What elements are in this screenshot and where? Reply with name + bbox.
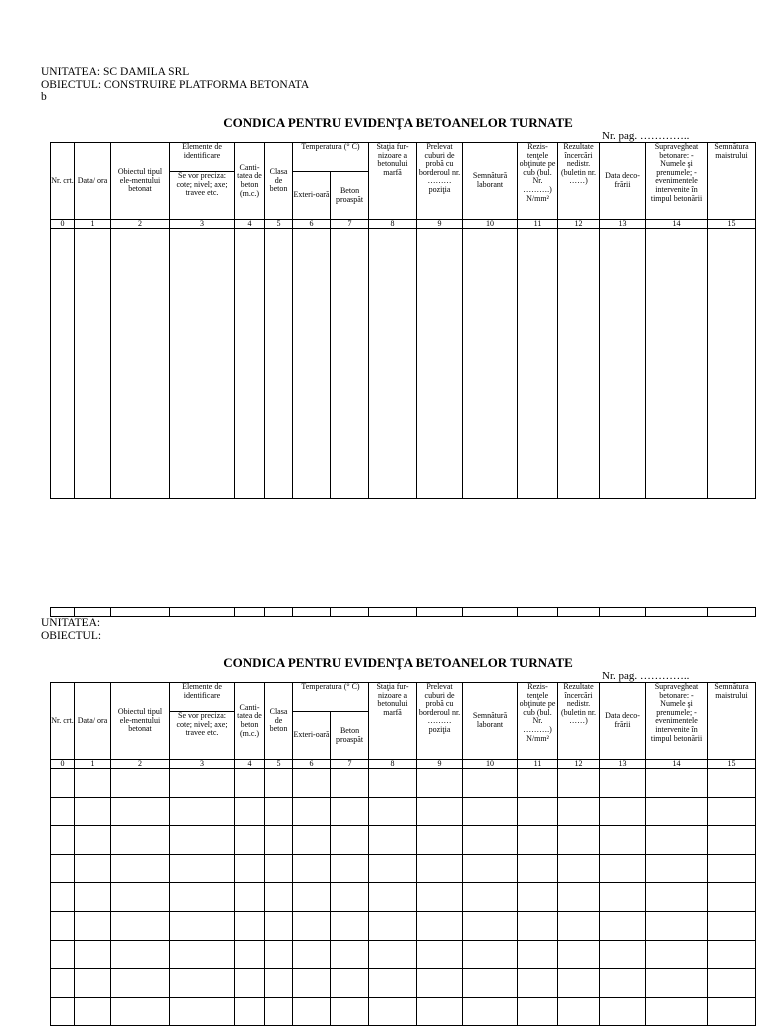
table-cell xyxy=(600,911,646,940)
table-cell xyxy=(265,797,293,826)
column-number: 11 xyxy=(518,760,558,769)
column-number: 10 xyxy=(463,220,518,229)
table-cell xyxy=(265,940,293,969)
table-cell xyxy=(170,969,235,998)
column-number: 9 xyxy=(417,220,463,229)
table-cell xyxy=(463,997,518,1026)
table-cell xyxy=(51,797,75,826)
table-row xyxy=(51,769,756,798)
table-cell xyxy=(708,769,756,798)
col-header-nr-crt: Nr. crt. xyxy=(51,143,75,220)
col-header-supravegheat: Supravegheat betonare: - Numele şi prenumele; - evenimentele intervenite în timpul betonării xyxy=(646,143,708,220)
table-cell xyxy=(75,797,111,826)
table-cell xyxy=(518,797,558,826)
table-cell xyxy=(75,911,111,940)
column-number: 4 xyxy=(235,760,265,769)
table-cell xyxy=(235,797,265,826)
table-cell xyxy=(708,969,756,998)
table-cell xyxy=(331,229,369,499)
table-cell xyxy=(265,969,293,998)
table-cell xyxy=(417,911,463,940)
table-cell xyxy=(111,854,170,883)
table-cell xyxy=(417,940,463,969)
table-cell xyxy=(293,797,331,826)
table-cell xyxy=(463,769,518,798)
column-number-row xyxy=(51,760,756,769)
col-header-rezistente: Rezis-tenţele obţinute pe cub (bul. Nr. ……….) N/mm² xyxy=(518,143,558,220)
table-cell xyxy=(235,826,265,855)
table-cell xyxy=(646,883,708,912)
col-header-cantitatea: Canti-tatea de beton (m.c.) xyxy=(235,683,265,760)
table-cell xyxy=(417,854,463,883)
column-number: 1 xyxy=(75,760,111,769)
table-cell xyxy=(417,229,463,499)
table-cell xyxy=(75,997,111,1026)
table-cell xyxy=(170,997,235,1026)
table-cell xyxy=(170,797,235,826)
table-cell xyxy=(235,769,265,798)
col-header-obiectul: Obiectul tipul ele-mentului betonat xyxy=(111,143,170,220)
column-number: 8 xyxy=(369,220,417,229)
table-cell xyxy=(170,911,235,940)
table-cell xyxy=(369,911,417,940)
extra-line: b xyxy=(41,91,47,103)
table-cell xyxy=(463,911,518,940)
table-row xyxy=(51,883,756,912)
column-number: 5 xyxy=(265,220,293,229)
table-cell xyxy=(417,826,463,855)
table-cell xyxy=(235,997,265,1026)
column-number: 10 xyxy=(463,760,518,769)
table-cell xyxy=(170,826,235,855)
table-cell xyxy=(600,769,646,798)
table-cell xyxy=(51,997,75,1026)
table-cell xyxy=(111,997,170,1026)
col-header-elemente: Elemente de identificare xyxy=(170,143,235,172)
unit-line: UNITATEA: SC DAMILA SRL xyxy=(41,66,190,78)
column-number: 11 xyxy=(518,220,558,229)
table-cell xyxy=(518,229,558,499)
table-cell xyxy=(75,229,111,499)
table-cell xyxy=(265,854,293,883)
column-number-row xyxy=(51,220,756,229)
table-cell xyxy=(463,229,518,499)
table-cell xyxy=(417,969,463,998)
table-cell xyxy=(646,229,708,499)
table-cell xyxy=(708,854,756,883)
table-cell xyxy=(518,911,558,940)
table-cell xyxy=(369,797,417,826)
table-cell xyxy=(170,229,235,499)
table-cell xyxy=(170,854,235,883)
page-number-label: Nr. pag. ………….. xyxy=(602,130,690,142)
table-cell xyxy=(265,769,293,798)
table-cell xyxy=(331,940,369,969)
table-cell xyxy=(235,969,265,998)
table-cell xyxy=(75,854,111,883)
column-number: 12 xyxy=(558,220,600,229)
table-cell xyxy=(708,911,756,940)
column-number: 6 xyxy=(293,220,331,229)
table-cell xyxy=(331,854,369,883)
column-number: 12 xyxy=(558,760,600,769)
table-cell xyxy=(170,940,235,969)
table-cell xyxy=(235,911,265,940)
table-cell xyxy=(111,883,170,912)
column-number: 0 xyxy=(51,760,75,769)
table-cell xyxy=(293,911,331,940)
table-cell xyxy=(646,940,708,969)
table-cell xyxy=(75,883,111,912)
table-cell xyxy=(369,769,417,798)
table-cell xyxy=(558,883,600,912)
table-row xyxy=(51,911,756,940)
table-cell xyxy=(331,969,369,998)
table-cell xyxy=(518,854,558,883)
table-cell xyxy=(293,883,331,912)
table-cell xyxy=(558,854,600,883)
column-number: 13 xyxy=(600,760,646,769)
column-number: 8 xyxy=(369,760,417,769)
header-block-1 xyxy=(41,66,309,104)
table-cell xyxy=(646,826,708,855)
col-header-rezistente: Rezis-tenţele obţinute pe cub (bul. Nr. ……….) N/mm² xyxy=(518,683,558,760)
col-header-semnatura-laborant: Semnătură laborant xyxy=(463,683,518,760)
table-cell xyxy=(170,883,235,912)
table-cell xyxy=(369,826,417,855)
col-header-prelevat: Prelevat cuburi de probă cu borderoul nr. ……… poziţia xyxy=(417,683,463,760)
table-cell xyxy=(51,826,75,855)
table-cell xyxy=(600,229,646,499)
table-cell xyxy=(293,940,331,969)
table-cell xyxy=(111,769,170,798)
column-number: 7 xyxy=(331,220,369,229)
column-number: 14 xyxy=(646,760,708,769)
table-cell xyxy=(558,769,600,798)
page-title: CONDICA PENTRU EVIDENŢA BETOANELOR TURNATE xyxy=(223,115,573,130)
table-cell xyxy=(558,969,600,998)
table-row xyxy=(51,826,756,855)
col-subheader-beton-proaspat: Beton proaspăt xyxy=(331,172,369,220)
col-header-semnatura-maistrului: Semnătura maistrului xyxy=(708,143,756,220)
table-cell xyxy=(265,997,293,1026)
table-cell xyxy=(75,969,111,998)
concrete-log-table xyxy=(50,682,756,1026)
page-number-label: Nr. pag. ………….. xyxy=(602,670,690,682)
table-cell xyxy=(111,826,170,855)
table-cell xyxy=(265,911,293,940)
col-header-prelevat: Prelevat cuburi de probă cu borderoul nr. ……… poziţia xyxy=(417,143,463,220)
table-cell xyxy=(331,826,369,855)
table-cell xyxy=(111,911,170,940)
table-cell xyxy=(646,969,708,998)
table-cell xyxy=(646,854,708,883)
table-cell xyxy=(558,797,600,826)
table-cell xyxy=(463,826,518,855)
table-cell xyxy=(170,769,235,798)
col-subheader-exterioara: Exteri-oară xyxy=(293,712,331,760)
col-header-cantitatea: Canti-tatea de beton (m.c.) xyxy=(235,143,265,220)
table-cell xyxy=(331,797,369,826)
column-number: 3 xyxy=(170,220,235,229)
table-cell xyxy=(600,797,646,826)
table-cell xyxy=(293,769,331,798)
table-cell xyxy=(331,997,369,1026)
table-cell xyxy=(369,940,417,969)
table-cell xyxy=(646,997,708,1026)
col-header-rezultate: Rezultate încercări nedistr. (buletin nr. ……) xyxy=(558,683,600,760)
table-cell xyxy=(111,229,170,499)
table-cell xyxy=(75,940,111,969)
col-header-semnatura-maistrului: Semnătura maistrului xyxy=(708,683,756,760)
col-header-supravegheat: Supravegheat betonare: - Numele şi prenumele; - evenimentele intervenite în timpul betonării xyxy=(646,683,708,760)
column-number: 2 xyxy=(111,760,170,769)
col-header-statia: Staţia fur-nizoare a betonului marfă xyxy=(369,683,417,760)
table-cell xyxy=(369,969,417,998)
col-header-data-decofrarii: Data deco-frării xyxy=(600,683,646,760)
table-row xyxy=(51,229,756,499)
table-cell xyxy=(51,911,75,940)
table-cell xyxy=(518,969,558,998)
table-cell xyxy=(646,769,708,798)
table-cell xyxy=(708,883,756,912)
table-cell xyxy=(235,854,265,883)
col-subheader-elemente: Se vor preciza: cote; nivel; axe; travee etc. xyxy=(170,172,235,220)
col-header-rezultate: Rezultate încercări nedistr. (buletin nr. ……) xyxy=(558,143,600,220)
table-cell xyxy=(708,229,756,499)
table-cell xyxy=(293,854,331,883)
column-number: 7 xyxy=(331,760,369,769)
table-row xyxy=(51,969,756,998)
table-cell xyxy=(518,940,558,969)
table-cell xyxy=(369,854,417,883)
col-header-temperatura: Temperatura (° C) xyxy=(293,683,369,712)
column-number: 15 xyxy=(708,760,756,769)
table-row xyxy=(51,940,756,969)
table-cell xyxy=(111,797,170,826)
column-number: 1 xyxy=(75,220,111,229)
header-row xyxy=(51,683,756,712)
col-header-statia: Staţia fur-nizoare a betonului marfă xyxy=(369,143,417,220)
table-cell xyxy=(293,826,331,855)
table-cell xyxy=(463,940,518,969)
column-number: 13 xyxy=(600,220,646,229)
table-cell xyxy=(293,997,331,1026)
table-cell xyxy=(265,883,293,912)
table-cell xyxy=(600,883,646,912)
table-cell xyxy=(235,229,265,499)
concrete-log-table xyxy=(50,142,756,499)
table-cell xyxy=(111,969,170,998)
table-cell xyxy=(708,826,756,855)
table-row xyxy=(51,997,756,1026)
table-cell xyxy=(51,854,75,883)
table-cell xyxy=(518,769,558,798)
header-row xyxy=(51,143,756,172)
table-cell xyxy=(558,826,600,855)
table-cell xyxy=(558,229,600,499)
column-number: 3 xyxy=(170,760,235,769)
col-header-data-decofrarii: Data deco-frării xyxy=(600,143,646,220)
table-cell xyxy=(51,969,75,998)
table-cell xyxy=(600,826,646,855)
column-number: 2 xyxy=(111,220,170,229)
object-line: OBIECTUL: CONSTRUIRE PLATFORMA BETONATA xyxy=(41,78,310,91)
table-cell xyxy=(708,797,756,826)
column-number: 0 xyxy=(51,220,75,229)
table-cell xyxy=(463,854,518,883)
table-cell xyxy=(518,997,558,1026)
table-cell xyxy=(331,883,369,912)
table-cell xyxy=(463,797,518,826)
table-cell xyxy=(558,911,600,940)
table-cell xyxy=(708,997,756,1026)
table-cell xyxy=(111,940,170,969)
table-row xyxy=(51,854,756,883)
table-cell xyxy=(369,883,417,912)
table-cell xyxy=(51,940,75,969)
col-header-elemente: Elemente de identificare xyxy=(170,683,235,712)
table-cell xyxy=(369,997,417,1026)
col-header-obiectul: Obiectul tipul ele-mentului betonat xyxy=(111,683,170,760)
table-cell xyxy=(75,769,111,798)
table-cell xyxy=(708,940,756,969)
table-cell xyxy=(235,940,265,969)
column-number: 5 xyxy=(265,760,293,769)
table-cell xyxy=(417,797,463,826)
page-title: CONDICA PENTRU EVIDENŢA BETOANELOR TURNATE xyxy=(223,655,573,670)
table-cell xyxy=(600,997,646,1026)
col-header-data-ora: Data/ ora xyxy=(75,683,111,760)
table-cell xyxy=(646,911,708,940)
table-cell xyxy=(417,997,463,1026)
table-cell xyxy=(600,969,646,998)
column-number: 9 xyxy=(417,760,463,769)
table-row xyxy=(51,797,756,826)
table-cell xyxy=(265,826,293,855)
col-subheader-beton-proaspat: Beton proaspăt xyxy=(331,712,369,760)
col-header-clasa: Clasa de beton xyxy=(265,683,293,760)
table-cell xyxy=(51,769,75,798)
table-cell xyxy=(235,883,265,912)
table-cell xyxy=(518,883,558,912)
col-header-clasa: Clasa de beton xyxy=(265,143,293,220)
table-cell xyxy=(331,911,369,940)
table-cell xyxy=(558,940,600,969)
table-cell xyxy=(331,769,369,798)
table-cell xyxy=(293,969,331,998)
table-cell xyxy=(293,229,331,499)
col-header-temperatura: Temperatura (° C) xyxy=(293,143,369,172)
table-cell xyxy=(646,797,708,826)
table-cell xyxy=(600,854,646,883)
column-number: 15 xyxy=(708,220,756,229)
col-subheader-elemente: Se vor preciza: cote; nivel; axe; travee etc. xyxy=(170,712,235,760)
col-header-semnatura-laborant: Semnătură laborant xyxy=(463,143,518,220)
column-number: 4 xyxy=(235,220,265,229)
table-cell xyxy=(265,229,293,499)
table-cell xyxy=(417,883,463,912)
column-number: 14 xyxy=(646,220,708,229)
col-header-nr-crt: Nr. crt. xyxy=(51,683,75,760)
table-cell xyxy=(51,883,75,912)
table-cell xyxy=(518,826,558,855)
table-cell xyxy=(463,883,518,912)
column-number: 6 xyxy=(293,760,331,769)
col-subheader-exterioara: Exteri-oară xyxy=(293,172,331,220)
table-cell xyxy=(369,229,417,499)
object-line: OBIECTUL: xyxy=(41,629,102,642)
table-cell xyxy=(417,769,463,798)
col-header-data-ora: Data/ ora xyxy=(75,143,111,220)
table-cell xyxy=(51,229,75,499)
table-continuation-strip xyxy=(50,607,756,617)
table-cell xyxy=(463,969,518,998)
table-cell xyxy=(600,940,646,969)
table-cell xyxy=(558,997,600,1026)
header-block-2 xyxy=(41,617,101,642)
table-cell xyxy=(75,826,111,855)
unit-line: UNITATEA: xyxy=(41,617,101,629)
